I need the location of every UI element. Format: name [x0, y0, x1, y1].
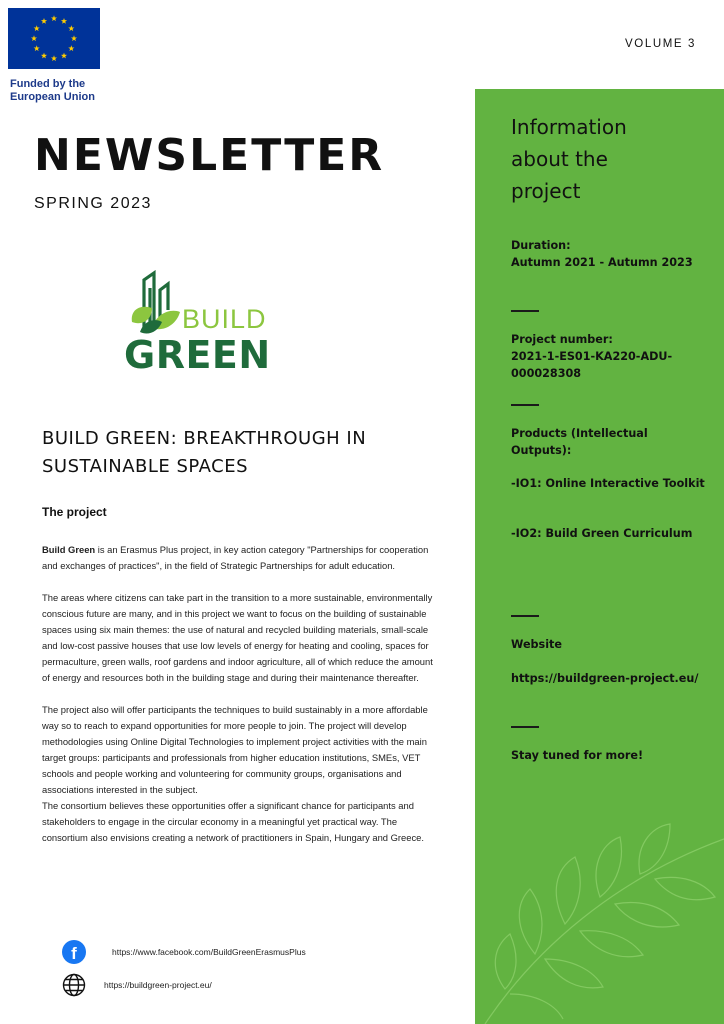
products-label: Products (Intellectual Outputs): [511, 427, 648, 457]
eu-star-icon [34, 45, 40, 51]
eu-star-icon [71, 35, 77, 41]
closing-text: Stay tuned for more! [511, 749, 644, 762]
divider [511, 310, 539, 312]
build-green-logo [122, 270, 282, 374]
sidebar-website-link[interactable]: https://buildgreen-project.eu/ [511, 672, 699, 685]
divider [511, 404, 539, 406]
volume-label: VOLUME 3 [625, 38, 696, 50]
section-subheading: The project [42, 505, 107, 519]
facebook-link[interactable]: https://www.facebook.com/BuildGreenErasmusPlus [112, 947, 306, 957]
logo-word-green: GREEN [124, 333, 271, 374]
facebook-icon[interactable]: f [62, 940, 86, 964]
eu-star-icon [51, 15, 57, 21]
paragraph-2: The areas where citizens can take part in the transition to a more sustainable, environmentally conscious future are many, and in this project we want to focus on the building of sustainable spaces using six main themes: the use of natural and recycled building materials, small-scale and low-cost passive houses that use low levels of energy for heating and cooling, spaces for permaculture, green walls, roof gardens and indoor agriculture, all of which reduce the amount of energy and resources both in the building stage and during their maintenance thereafter. [42, 592, 433, 683]
project-number-block [511, 331, 711, 382]
duration-value: Autumn 2021 - Autumn 2023 [511, 256, 693, 269]
globe-icon[interactable] [62, 973, 86, 997]
eu-caption-line1: Funded by the [10, 78, 86, 90]
eu-star-icon [41, 53, 47, 59]
paragraph-4: The consortium believes these opportunities offer a significant chance for participants and stakeholders to engage in the circular economy in a meaningful yet practical way. The consortium also envisions creating a network of practitioners in Spain, Hungary and Greece. [42, 800, 424, 843]
eu-funding-caption [10, 78, 120, 104]
article-body [42, 542, 434, 846]
products-block [511, 425, 711, 459]
divider [511, 615, 539, 617]
headline-line2: SUSTAINABLE SPACES [42, 456, 248, 477]
website-link[interactable]: https://buildgreen-project.eu/ [104, 980, 212, 990]
eu-star-icon [61, 53, 67, 59]
website-label: Website [511, 638, 562, 651]
paragraph-1 [42, 542, 434, 574]
eu-star-icon [31, 35, 37, 41]
article-headline [42, 425, 442, 481]
sidebar-title-line1: Information [511, 115, 627, 139]
eu-star-icon [41, 18, 47, 24]
eu-star-icon [68, 45, 74, 51]
project-name-bold: Build Green [42, 544, 96, 555]
paragraph-1-text: is an Erasmus Plus project, in key action category "Partnerships for cooperation and exchanges of practices", in the field of Strategic Partnerships for adult education. [42, 544, 429, 571]
logo-word-build: BUILD [182, 304, 267, 334]
project-number-value: 2021-1-ES01-KA220-ADU-000028308 [511, 350, 673, 380]
io1-item: -IO1: Online Interactive Toolkit [511, 477, 705, 490]
eu-stars [8, 8, 100, 69]
duration-block [511, 237, 711, 271]
facebook-row[interactable] [62, 940, 306, 964]
project-number-label: Project number: [511, 333, 613, 346]
io2-item: -IO2: Build Green Curriculum [511, 527, 693, 540]
season-label: SPRING 2023 [34, 195, 152, 212]
paragraph-3: The project also will offer participants the techniques to build sustainably in a more affordable way so to reach to expand opportunities for more people to join. The project will develop methodologies using Online Digital Technologies to implement project activities with the main target groups: participants and professionals from higher education institutions, SMEs, VET schools and people working and volunteering for community groups, organisations and associations interested in the subject. [42, 704, 428, 795]
divider [511, 726, 539, 728]
eu-flag-icon [8, 8, 100, 69]
leaf-branch-icon [475, 89, 724, 1024]
eu-star-icon [34, 25, 40, 31]
info-sidebar [475, 89, 724, 1024]
eu-star-icon [68, 25, 74, 31]
headline-line1: BUILD GREEN: BREAKTHROUGH IN [42, 428, 367, 449]
eu-star-icon [51, 55, 57, 61]
website-row[interactable] [62, 973, 212, 997]
eu-caption-line2: European Union [10, 91, 95, 103]
duration-label: Duration: [511, 239, 571, 252]
sidebar-title-line2: about the [511, 147, 608, 171]
sidebar-title-line3: project [511, 179, 581, 203]
newsletter-title: NEWSLETTER [34, 130, 385, 181]
sidebar-title [511, 111, 711, 207]
eu-star-icon [61, 18, 67, 24]
